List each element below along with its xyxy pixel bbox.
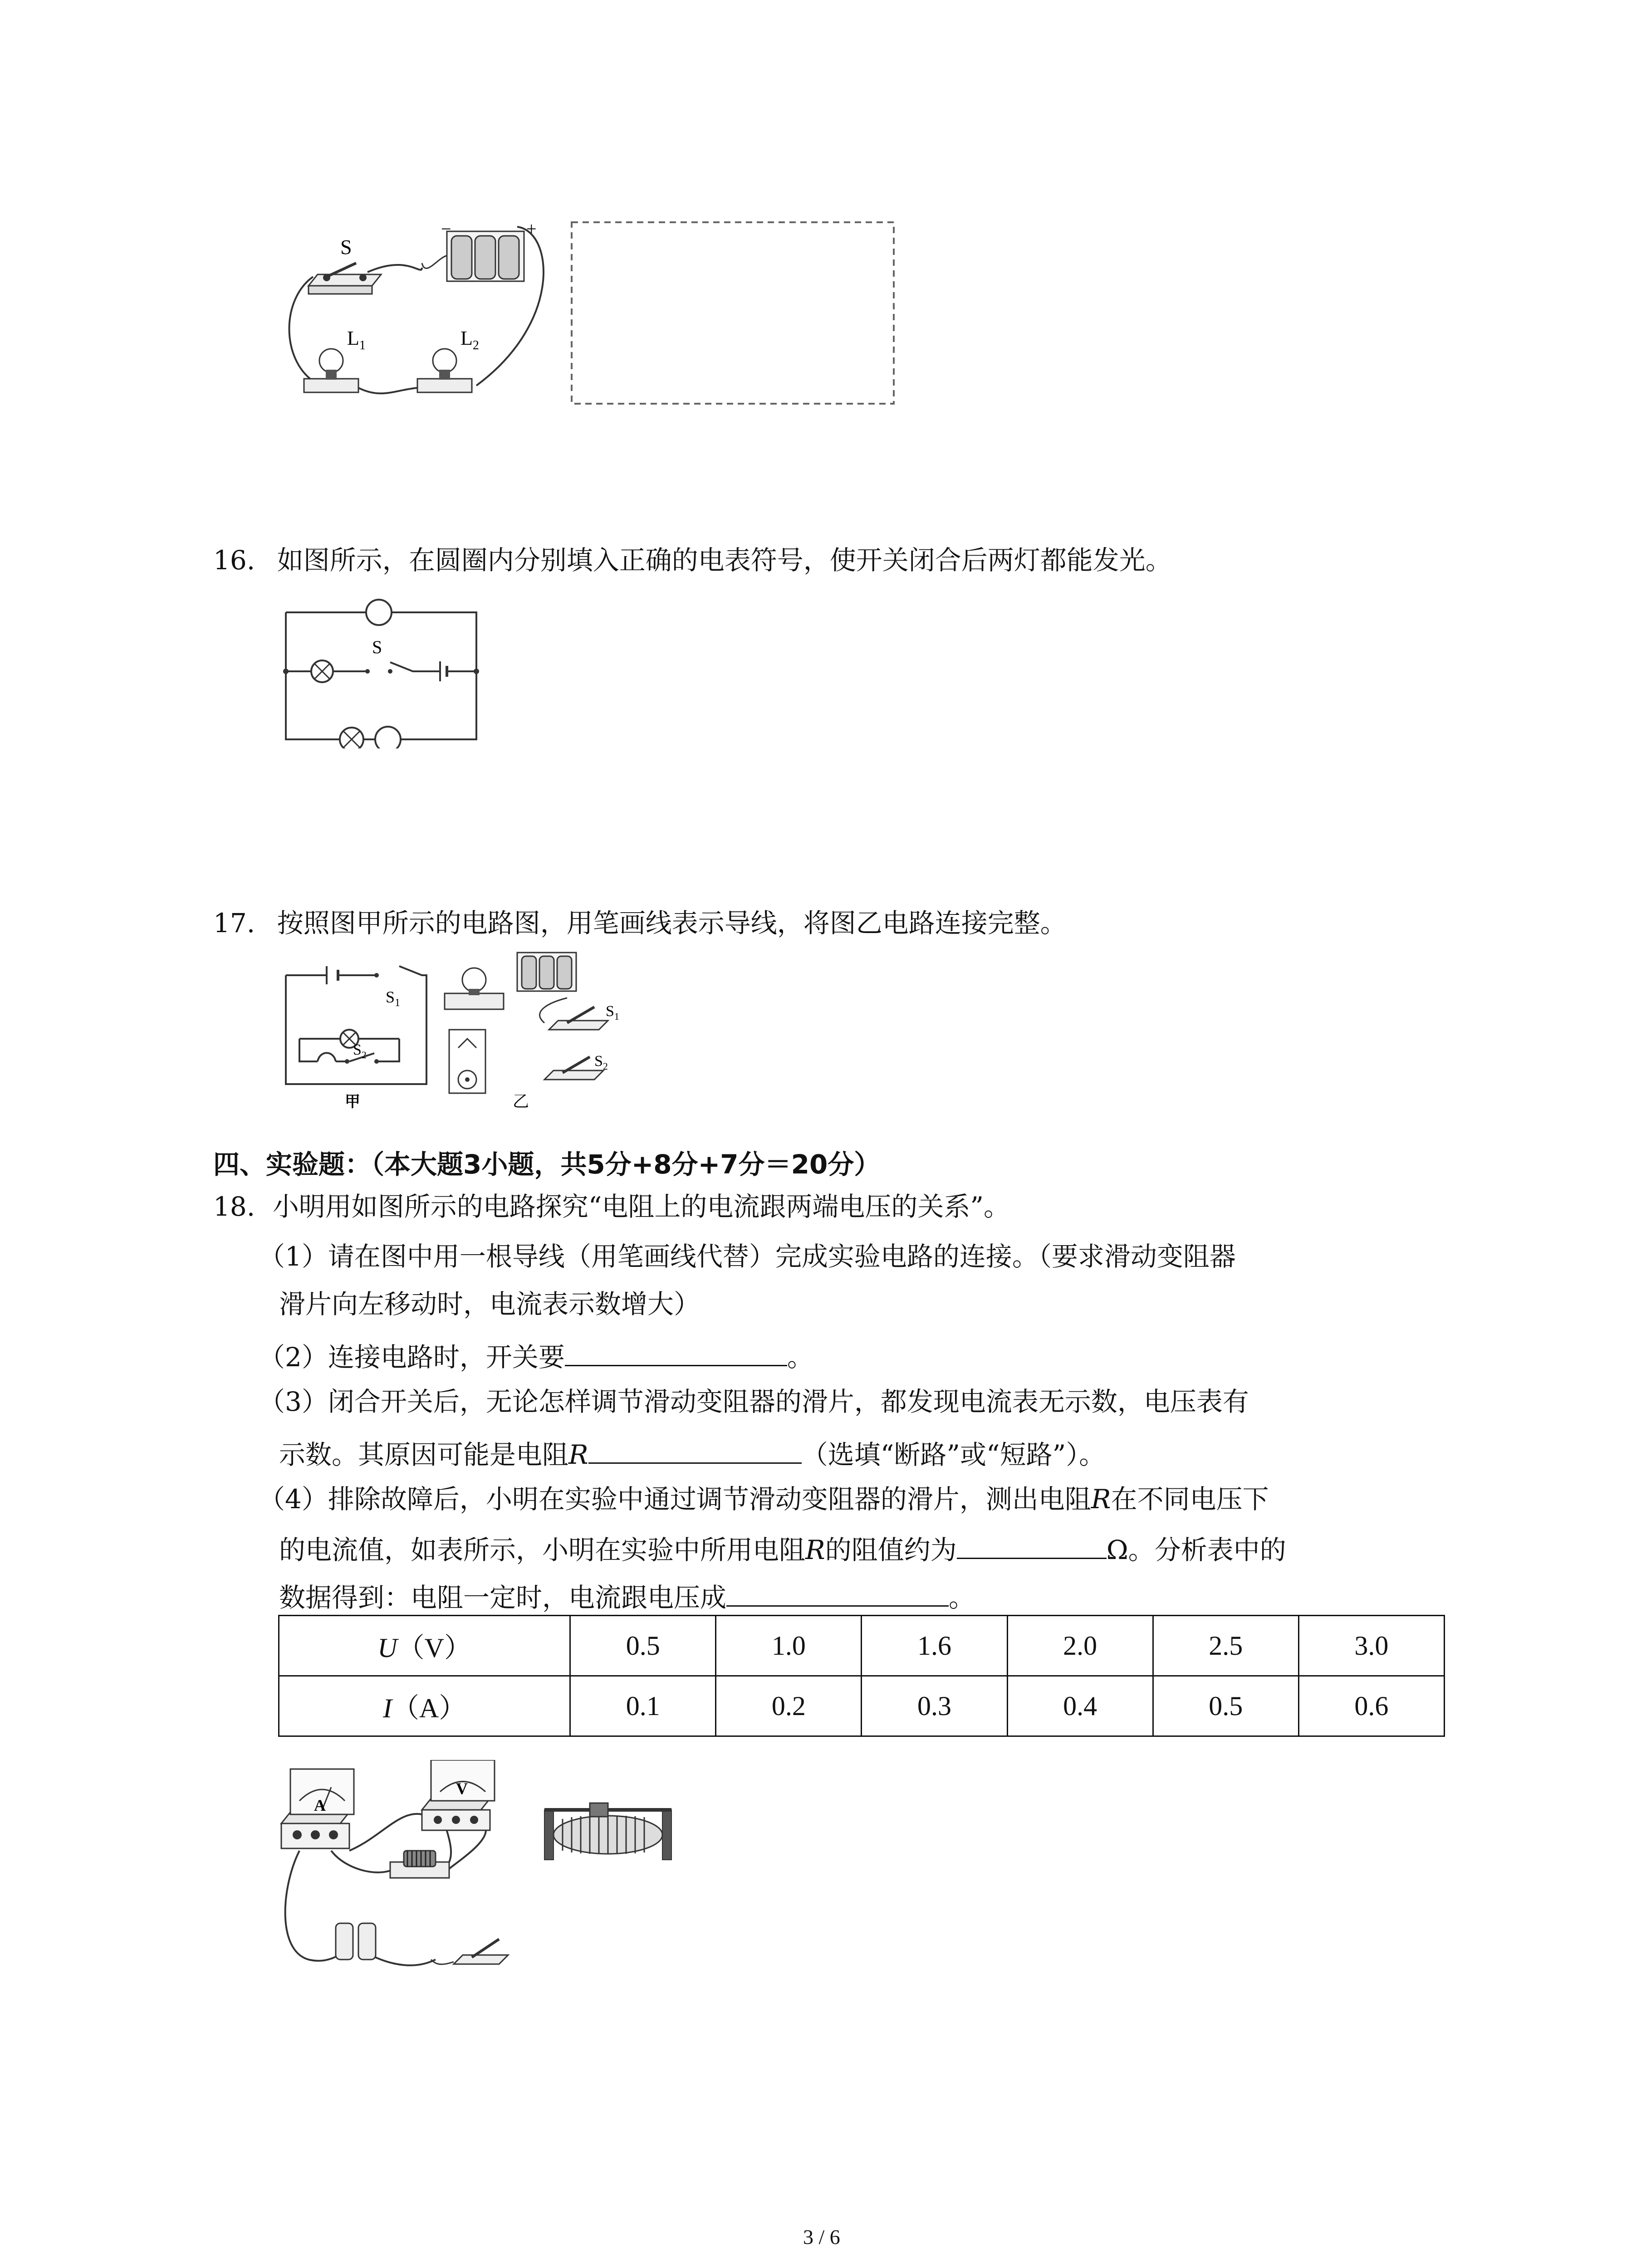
figure-jia-circuit bbox=[286, 966, 426, 1084]
ammeter bbox=[281, 1769, 354, 1848]
meter-slot-bottom[interactable] bbox=[375, 727, 401, 748]
table-row-current bbox=[279, 1676, 1445, 1736]
table-cell: 0.5 bbox=[1153, 1676, 1298, 1736]
q18-part4-text-f: 数据得到：电阻一定时，电流跟电压成 bbox=[279, 1582, 727, 1613]
q18-part4-text-e: Ω。分析表中的 bbox=[1106, 1535, 1286, 1565]
figure-yi-switch-s1 bbox=[540, 998, 608, 1030]
switch-s bbox=[309, 235, 381, 294]
q18-part3-line2 bbox=[279, 1433, 1105, 1473]
q18-part4-text-d: 的阻值约为 bbox=[825, 1535, 957, 1565]
table-header-voltage: U（V） bbox=[279, 1616, 570, 1676]
battery-cells bbox=[336, 1923, 376, 1960]
table-cell: 3.0 bbox=[1298, 1616, 1444, 1676]
table-header-current: I（A） bbox=[279, 1676, 570, 1736]
q16-number: 16. bbox=[213, 545, 255, 576]
table-cell: 0.1 bbox=[570, 1676, 716, 1736]
figure-yi-lamp bbox=[445, 968, 504, 1009]
answer-blank-resistance[interactable] bbox=[957, 1529, 1107, 1559]
switch-label: S bbox=[340, 235, 352, 259]
battery-symbol bbox=[440, 661, 447, 681]
ammeter-label: A bbox=[314, 1796, 326, 1814]
q17-statement: 按照图甲所示的电路图，用笔画线表示导线，将图乙电路连接完整。 bbox=[277, 908, 1067, 938]
q16-circuit-figure bbox=[277, 590, 490, 748]
page-number: 3 / 6 bbox=[803, 2225, 840, 2248]
q18-part4-line3 bbox=[279, 1576, 975, 1616]
answer-blank-fault[interactable] bbox=[588, 1433, 802, 1464]
q18-part1-line2: 滑片向左移动时，电流表示数增大） bbox=[279, 1289, 700, 1320]
q18-number: 18. bbox=[213, 1191, 255, 1222]
sliding-rheostat[interactable] bbox=[544, 1803, 671, 1860]
q15-circuit-figure bbox=[272, 209, 916, 417]
q18-part3-text-a: 示数。其原因可能是电阻 bbox=[279, 1439, 569, 1470]
q16-statement: 如图所示，在圆圈内分别填入正确的电表符号，使开关闭合后两灯都能发光。 bbox=[277, 545, 1172, 576]
wire bbox=[367, 265, 422, 272]
lamp-bottom bbox=[340, 728, 363, 748]
resistor bbox=[390, 1851, 449, 1878]
jia-s2-label: $S_2$ bbox=[353, 1041, 367, 1061]
voltmeter-label: V bbox=[456, 1779, 468, 1798]
q18-part3-line1: （3）闭合开关后，无论怎样调节滑动变阻器的滑片，都发现电流表无示数，电压表有 bbox=[259, 1386, 1249, 1417]
meter-slot-top[interactable] bbox=[366, 600, 392, 625]
answer-box[interactable] bbox=[572, 222, 894, 404]
q18-part2 bbox=[259, 1336, 813, 1375]
battery-minus: − bbox=[441, 219, 451, 239]
table-cell: 1.0 bbox=[716, 1616, 862, 1676]
q18-intro-line bbox=[213, 1188, 1010, 1225]
q17-figures bbox=[277, 948, 921, 1111]
switch[interactable] bbox=[431, 1939, 508, 1964]
yi-s1-label: $S_1$ bbox=[606, 1003, 619, 1022]
table-cell: 0.3 bbox=[862, 1676, 1007, 1736]
q18-part4-text-c: 的电流值，如表所示，小明在实验中所用电阻 bbox=[279, 1535, 806, 1565]
voltmeter bbox=[422, 1760, 495, 1830]
figure-yi-bell bbox=[449, 1030, 485, 1093]
l2-label: $L_2$ bbox=[460, 327, 479, 352]
wire bbox=[358, 388, 417, 393]
resistor-symbol: R bbox=[805, 1535, 825, 1565]
lamp-left bbox=[311, 660, 333, 682]
table-cell: 0.4 bbox=[1007, 1676, 1153, 1736]
lamp-l2 bbox=[417, 327, 479, 392]
q18-data-table bbox=[278, 1615, 1445, 1737]
yi-s2-label: $S_2$ bbox=[594, 1053, 608, 1072]
table-cell: 2.5 bbox=[1153, 1616, 1298, 1676]
q16-text bbox=[213, 542, 1172, 578]
q18-part4-text-a: （4）排除故障后，小明在实验中通过调节滑动变阻器的滑片，测出电阻 bbox=[259, 1484, 1091, 1515]
q18-part2-text: （2）连接电路时，开关要 bbox=[259, 1342, 565, 1373]
resistor-symbol: R bbox=[568, 1439, 588, 1470]
q16-switch-label: S bbox=[372, 637, 382, 657]
answer-blank-relationship[interactable] bbox=[726, 1576, 949, 1607]
q18-part3-text-b: （选填“断路”或“短路”）。 bbox=[801, 1439, 1106, 1470]
q18-intro: 小明用如图所示的电路探究“电阻上的电流跟两端电压的关系”。 bbox=[272, 1191, 1010, 1222]
table-cell: 2.0 bbox=[1007, 1616, 1153, 1676]
figure-yi-battery bbox=[517, 953, 576, 991]
q18-part2-end: 。 bbox=[787, 1342, 813, 1373]
q17-number: 17. bbox=[213, 908, 255, 938]
q18-part4-text-g: 。 bbox=[949, 1582, 975, 1613]
figure-yi-caption: 乙 bbox=[513, 1092, 529, 1110]
l1-label: $L_1$ bbox=[347, 327, 366, 352]
table-cell: 0.5 bbox=[570, 1616, 716, 1676]
q18-part4-line2 bbox=[279, 1529, 1286, 1568]
table-row-voltage bbox=[279, 1616, 1445, 1676]
battery-plus: + bbox=[526, 219, 537, 239]
q18-part1-line1: （1）请在图中用一根导线（用笔画线代替）完成实验电路的连接。（要求滑动变阻器 bbox=[259, 1241, 1236, 1272]
q18-part4-text-b: 在不同电压下 bbox=[1111, 1484, 1269, 1515]
section-4-title: 四、实验题：（本大题3小题，共5分+8分+7分＝20分） bbox=[213, 1149, 881, 1180]
resistor-symbol: R bbox=[1091, 1484, 1111, 1515]
figure-jia-caption: 甲 bbox=[345, 1094, 360, 1110]
table-cell: 0.2 bbox=[716, 1676, 862, 1736]
answer-blank-switch[interactable] bbox=[565, 1336, 787, 1366]
q18-apparatus-figure[interactable] bbox=[272, 1760, 690, 1987]
table-cell: 0.6 bbox=[1298, 1676, 1444, 1736]
lamp-l1 bbox=[304, 327, 366, 392]
jia-s1-label: $S_1$ bbox=[386, 988, 401, 1009]
table-cell: 1.6 bbox=[862, 1616, 1007, 1676]
q18-part4-line1 bbox=[259, 1481, 1269, 1517]
q17-text bbox=[213, 905, 1067, 941]
